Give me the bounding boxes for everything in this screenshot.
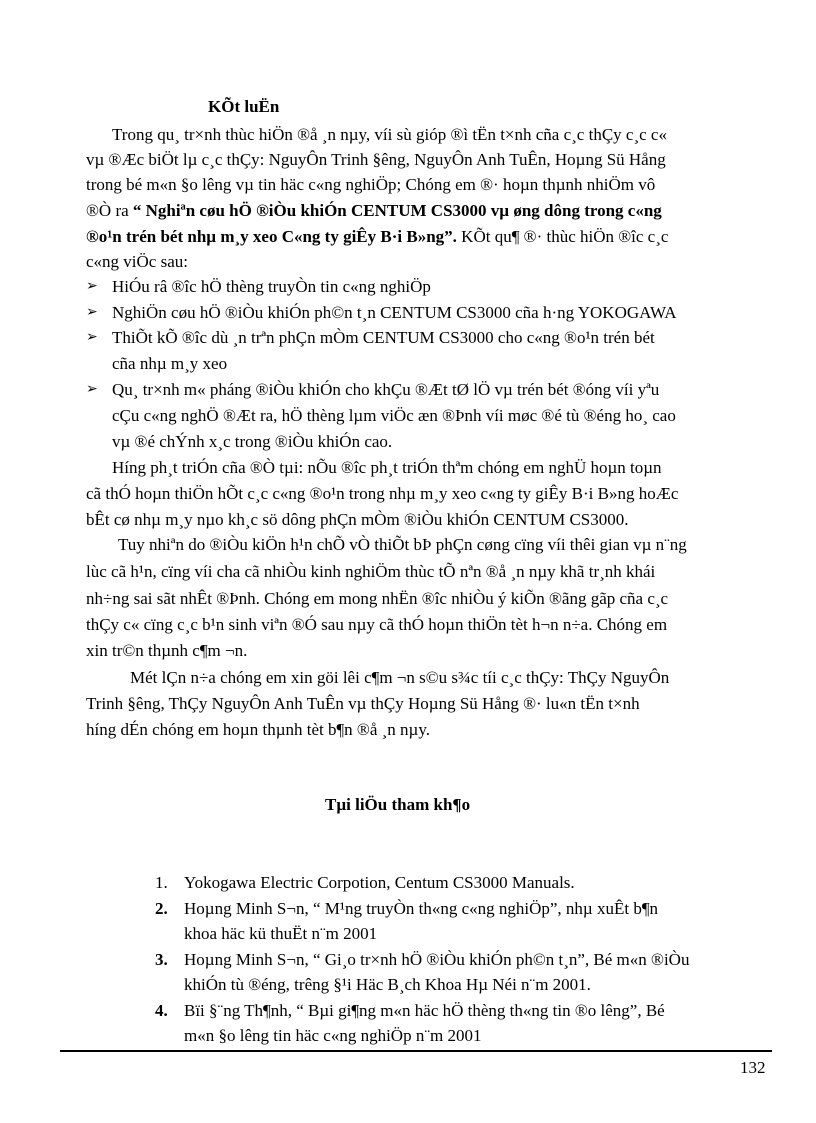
conclusion-line: vµ ®Æc biÖt lµ c¸c thÇy: NguyÔn Trinh §êng, NguyÔn Anh TuÊn, Hoµng Sü Hång (86, 150, 666, 169)
bullet-text: HiÓu râ ®îc hÖ thèng truyÒn tin c«ng nghiÖp (112, 277, 431, 296)
reference-text: khoa häc kü thuËt n¨m 2001 (184, 924, 378, 943)
limits-line: thÇy c« cïng c¸c b¹n sinh viªn ®Ó sau nµy cã thÓ hoµn thiÖn tèt h¬n n÷a. Chóng em (86, 615, 668, 634)
conclusion-line: trong bé m«n §o lêng vµ tin häc c«ng nghiÖp; Chóng em ®· hoµn thµnh nhiÖm vô (86, 175, 656, 194)
thanks-line: Mét lÇn n÷a chóng em xin göi lêi c¶m ¬n s©u s¾c tíi c¸c thÇy: ThÇy NguyÔn (130, 668, 670, 687)
reference-text: Hoµng Minh S¬n, “ M¹ng truyÒn th«ng c«ng nghiÖp”, nhµ xuÊt b¶n (184, 899, 659, 918)
direction-line: Híng ph¸t triÓn cña ®Ò tµi: nÕu ®îc ph¸t triÓn thªm chóng em nghÜ hoµn toµn (112, 458, 662, 477)
arrow-bullet-icon: ➢ (86, 305, 98, 320)
reference-number: 3. (155, 950, 168, 969)
thesis-title-part-2: ®o¹n trén bét nhµ m¸y xeo C«ng ty giÊy B·i B»ng”. (86, 227, 457, 246)
reference-text: Yokogawa Electric Corpotion, Centum CS3000 Manuals. (184, 873, 575, 892)
bullet-text: cÇu c«ng nghÖ ®Æt ra, hÖ thèng lµm viÖc æn ®Þnh víi møc ®é tù ®éng ho¸ cao (112, 406, 676, 425)
conclusion-line: c«ng viÖc sau: (86, 252, 188, 271)
reference-text: Hoµng Minh S¬n, “ Gi¸o tr×nh hÖ ®iÒu khiÓn ph©n t¸n”, Bé m«n ®iÒu (184, 950, 690, 969)
limits-line: Tuy nhiªn do ®iÒu kiÖn h¹n chÕ vÒ thiÕt bÞ phÇn cøng cïng víi thêi gian vµ n¨ng (118, 535, 687, 554)
footer-divider (60, 1050, 772, 1052)
bullet-text: ThiÕt kÕ ®îc dù ¸n trªn phÇn mÒm CENTUM CS3000 cho c«ng ®o¹n trén bét (112, 328, 655, 347)
title-prefix: ®Ò ra (86, 201, 129, 220)
bullet-text: Qu¸ tr×nh m« pháng ®iÒu khiÓn cho khÇu ®Æt tØ lÖ vµ trén bét ®óng víi yªu (112, 380, 660, 399)
title-suffix: KÕt qu¶ ®· thùc hiÖn ®îc c¸c (456, 227, 669, 246)
arrow-bullet-icon: ➢ (86, 382, 98, 397)
bullet-text: vµ ®é chÝnh x¸c trong ®iÒu khiÓn cao. (112, 432, 393, 451)
reference-number: 2. (155, 899, 168, 918)
arrow-bullet-icon: ➢ (86, 279, 98, 294)
reference-text: khiÓn tù ®éng, trêng §¹i Häc B¸ch Khoa Hµ Néi n¨m 2001. (184, 975, 591, 994)
reference-text: m«n §o lêng tin häc c«ng nghiÖp n¨m 2001 (184, 1026, 482, 1045)
limits-line: nh÷ng sai sãt nhÊt ®Þnh. Chóng em mong nhËn ®îc nhiÒu ý kiÕn ®ãng gãp cña c¸c (86, 589, 669, 608)
limits-line: xin tr©n thµnh c¶m ¬n. (86, 641, 248, 660)
reference-text: Bïi §¨ng Th¶nh, “ Bµi gi¶ng m«n häc hÖ thèng th«ng tin ®o lêng”, Bé (184, 1001, 665, 1020)
conclusion-heading: KÕt luËn (208, 97, 280, 116)
arrow-bullet-icon: ➢ (86, 330, 98, 345)
reference-number: 4. (155, 1001, 168, 1020)
limits-line: lùc cã h¹n, cïng víi cha cã nhiÒu kinh nghiÖm thùc tÕ nªn ®å ¸n nµy khã tr¸nh khái (86, 562, 656, 581)
direction-line: bÊt cø nhµ m¸y nµo kh¸c sö dông phÇn mÒm ®iÒu khiÓn CENTUM CS3000. (86, 510, 629, 529)
references-heading: Tµi liÖu tham kh¶o (325, 795, 471, 814)
thesis-title-part-1: “ Nghiªn cøu hÖ ®iÒu khiÓn CENTUM CS3000 vµ øng dông trong c«ng (128, 201, 662, 220)
thanks-line: Trinh §êng, ThÇy NguyÔn Anh TuÊn vµ thÇy Hoµng Sü Hång ®· lu«n tËn t×nh (86, 694, 640, 713)
reference-number: 1. (155, 873, 168, 892)
thanks-line: híng dÉn chóng em hoµn thµnh tèt b¶n ®å ¸n nµy. (86, 720, 430, 739)
thesis-title-line (86, 227, 668, 247)
page-number: 132 (740, 1058, 766, 1077)
thesis-title-line (86, 201, 662, 221)
bullet-text: cña nhµ m¸y xeo (112, 354, 228, 373)
bullet-text: NghiÖn cøu hÖ ®iÒu khiÓn ph©n t¸n CENTUM CS3000 cña h·ng YOKOGAWA (112, 303, 677, 322)
conclusion-line: Trong qu¸ tr×nh thùc hiÖn ®å ¸n nµy, víi sù gióp ®ì tËn t×nh cña c¸c thÇy c¸c c« (112, 125, 667, 144)
direction-line: cã thÓ hoµn thiÖn hÕt c¸c c«ng ®o¹n trong nhµ m¸y xeo c«ng ty giÊy B·i B»ng hoÆc (86, 484, 679, 503)
